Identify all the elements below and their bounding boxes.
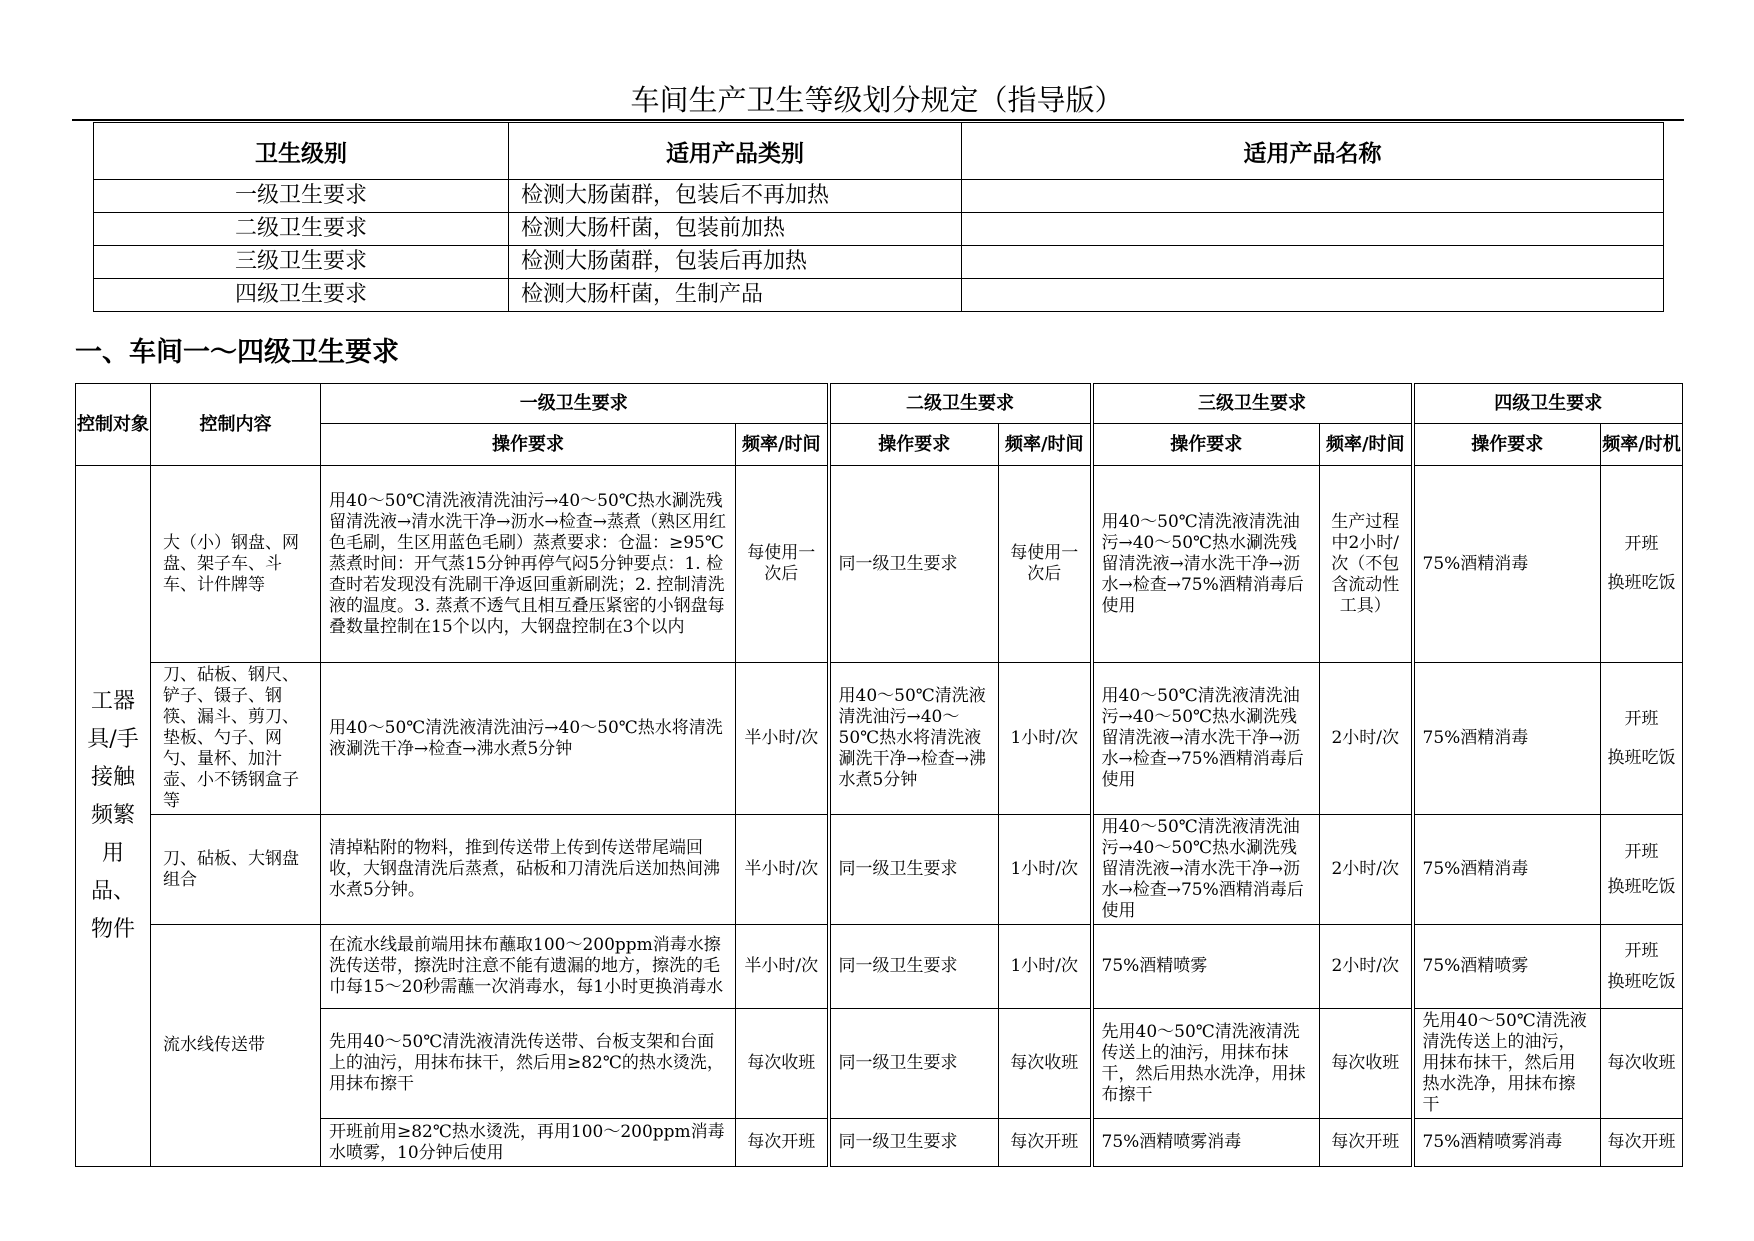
operation-cell: 同一级卫生要求 [829,466,999,663]
operation-cell: 75%酒精消毒 [1413,663,1601,815]
operation-cell: 先用40～50℃清洗液清洗传送上的油污，用抹布抹干，然后用热水洗净，用抹布擦干 [1092,1009,1320,1119]
operation-cell: 清掉粘附的物料，推到传送带上传到传送带尾端回收，大钢盘清洗后蒸煮，砧板和刀清洗后送加热间沸水煮5分钟。 [321,815,736,925]
frequency-cell [1601,466,1683,663]
section-heading: 一、车间一～四级卫生要求 [75,337,399,368]
table-row [76,466,1683,663]
control-content-cell: 刀、砧板、钢尺、铲子、镊子、钢筷、漏斗、剪刀、垫板、勺子、网勺、量杯、加汁壶、小不锈钢盒子等 [151,663,321,815]
header-category: 适用产品类别 [509,123,962,180]
frequency-cell: 1小时/次 [999,925,1092,1009]
category-cell: 检测大肠菌群，包装后不再加热 [509,180,962,213]
frequency-shift-change: 换班吃饭 [1607,971,1676,992]
frequency-start-shift: 开班 [1624,708,1659,729]
header-level-2: 二级卫生要求 [829,384,1092,424]
frequency-cell [1601,925,1683,1009]
frequency-cell: 每次收班 [1320,1009,1413,1119]
header-level-4: 四级卫生要求 [1413,384,1683,424]
frequency-cell: 每次开班 [1601,1119,1683,1167]
frequency-start-shift: 开班 [1624,534,1659,554]
control-object-cell: 工器具/手接触频繁用品、物件 [76,466,151,1167]
hygiene-level-table [93,122,1664,312]
table-row [76,815,1683,925]
operation-cell: 75%酒精喷雾 [1092,925,1320,1009]
frequency-cell: 2小时/次 [1320,925,1413,1009]
title-divider [72,119,1684,121]
frequency-cell: 1小时/次 [999,815,1092,925]
frequency-cell [1601,815,1683,925]
frequency-shift-change: 换班吃饭 [1607,573,1676,593]
operation-cell: 在流水线最前端用抹布蘸取100～200ppm消毒水擦洗传送带，擦洗时注意不能有遗漏的地方，擦洗的毛巾每15～20秒需蘸一次消毒水，每1小时更换消毒水 [321,925,736,1009]
operation-cell: 同一级卫生要求 [829,925,999,1009]
table-row [94,246,1664,279]
frequency-cell: 每次开班 [736,1119,829,1167]
table-row [94,180,1664,213]
control-content-cell: 流水线传送带 [151,925,321,1167]
frequency-cell: 每次收班 [1601,1009,1683,1119]
frequency-cell: 每次收班 [736,1009,829,1119]
header-op: 操作要求 [829,424,999,466]
operation-cell: 用40～50℃清洗液清洗油污→40～50℃热水将清洗液涮洗干净→检查→沸水煮5分钟 [321,663,736,815]
frequency-start-shift: 开班 [1624,841,1659,862]
frequency-cell: 每使用一次后 [736,466,829,663]
frequency-cell: 2小时/次 [1320,815,1413,925]
operation-cell: 同一级卫生要求 [829,1119,999,1167]
operation-cell: 用40～50℃清洗液清洗油污→40～50℃热水涮洗残留清洗液→清水洗干净→沥水→检查→75%酒精消毒后使用 [1092,466,1320,663]
level-cell: 二级卫生要求 [94,213,509,246]
header-freq: 频率/时机 [1601,424,1683,466]
level-cell: 三级卫生要求 [94,246,509,279]
operation-cell: 同一级卫生要求 [829,815,999,925]
header-product-names: 适用产品名称 [962,123,1664,180]
operation-cell: 开班前用≥82℃热水烫洗，再用100～200ppm消毒水喷雾，10分钟后使用 [321,1119,736,1167]
header-freq: 频率/时间 [1320,424,1413,466]
operation-cell: 75%酒精喷雾消毒 [1092,1119,1320,1167]
table-header-row [76,384,1683,424]
operation-cell: 75%酒精喷雾消毒 [1413,1119,1601,1167]
header-level: 卫生级别 [94,123,509,180]
header-op: 操作要求 [1413,424,1601,466]
frequency-cell: 生产过程中2小时/次（不包含流动性工具） [1320,466,1413,663]
product-names-cell [962,246,1664,279]
product-names-cell [962,180,1664,213]
header-control-object: 控制对象 [76,384,151,466]
header-freq: 频率/时间 [736,424,829,466]
operation-cell: 用40～50℃清洗液清洗油污→40～50℃热水涮洗残留清洗液→清水洗干净→沥水→检查→75%酒精消毒后使用 [1092,663,1320,815]
level-cell: 四级卫生要求 [94,279,509,312]
frequency-cell: 每次开班 [1320,1119,1413,1167]
frequency-shift-change: 换班吃饭 [1607,747,1676,768]
product-names-cell [962,279,1664,312]
frequency-cell [1601,663,1683,815]
operation-cell: 同一级卫生要求 [829,1009,999,1119]
frequency-cell: 1小时/次 [999,663,1092,815]
operation-cell: 用40～50℃清洗液清洗油污→40～50℃热水涮洗残留清洗液→清水洗干净→沥水→检查→75%酒精消毒后使用 [1092,815,1320,925]
frequency-shift-change: 换班吃饭 [1607,876,1676,897]
product-names-cell [962,213,1664,246]
operation-cell: 75%酒精喷雾 [1413,925,1601,1009]
table-row [94,279,1664,312]
frequency-cell: 2小时/次 [1320,663,1413,815]
header-level-3: 三级卫生要求 [1092,384,1413,424]
page-title: 车间生产卫生等级划分规定（指导版） [630,83,1124,117]
category-cell: 检测大肠杆菌，生制产品 [509,279,962,312]
table-row [76,925,1683,1009]
frequency-cell: 半小时/次 [736,925,829,1009]
category-cell: 检测大肠杆菌，包装前加热 [509,213,962,246]
frequency-cell: 半小时/次 [736,663,829,815]
frequency-cell: 每次收班 [999,1009,1092,1119]
frequency-cell: 每次开班 [999,1119,1092,1167]
header-level-1: 一级卫生要求 [321,384,829,424]
table-row [94,213,1664,246]
frequency-cell: 每使用一次后 [999,466,1092,663]
header-op: 操作要求 [321,424,736,466]
header-control-content: 控制内容 [151,384,321,466]
operation-cell: 75%酒精消毒 [1413,466,1601,663]
operation-cell: 用40～50℃清洗液清洗油污→40～50℃热水将清洗液涮洗干净→检查→沸水煮5分钟 [829,663,999,815]
frequency-cell: 半小时/次 [736,815,829,925]
header-op: 操作要求 [1092,424,1320,466]
operation-cell: 先用40～50℃清洗液清洗传送带、台板支架和台面上的油污，用抹布抹干，然后用≥82℃的热水烫洗，用抹布擦干 [321,1009,736,1119]
table-row [76,663,1683,815]
header-freq: 频率/时间 [999,424,1092,466]
table-header-row [94,123,1664,180]
operation-cell: 用40～50℃清洗液清洗油污→40～50℃热水涮洗残留清洗液→清水洗干净→沥水→检查→蒸煮（熟区用红色毛刷，生区用蓝色毛刷）蒸煮要求：仓温：≥95℃蒸煮时间：开气蒸15分钟再停气闷5分钟要点：1. 检查时若发现没有洗刷干净返回重新刷洗；2. 控制清洗液的温度。3. 蒸煮不透气且相互叠压紧密的小钢盘每叠数量控制在15个以内，大钢盘控制在3个以内 [321,466,736,663]
control-content-cell: 刀、砧板、大钢盘组合 [151,815,321,925]
control-content-cell: 大（小）钢盘、网盘、架子车、斗车、计件牌等 [151,466,321,663]
operation-cell: 75%酒精消毒 [1413,815,1601,925]
frequency-start-shift: 开班 [1624,940,1659,961]
level-cell: 一级卫生要求 [94,180,509,213]
category-cell: 检测大肠菌群，包装后再加热 [509,246,962,279]
hygiene-requirements-table [75,383,1683,1167]
operation-cell: 先用40～50℃清洗液清洗传送上的油污，用抹布抹干，然后用热水洗净，用抹布擦干 [1413,1009,1601,1119]
